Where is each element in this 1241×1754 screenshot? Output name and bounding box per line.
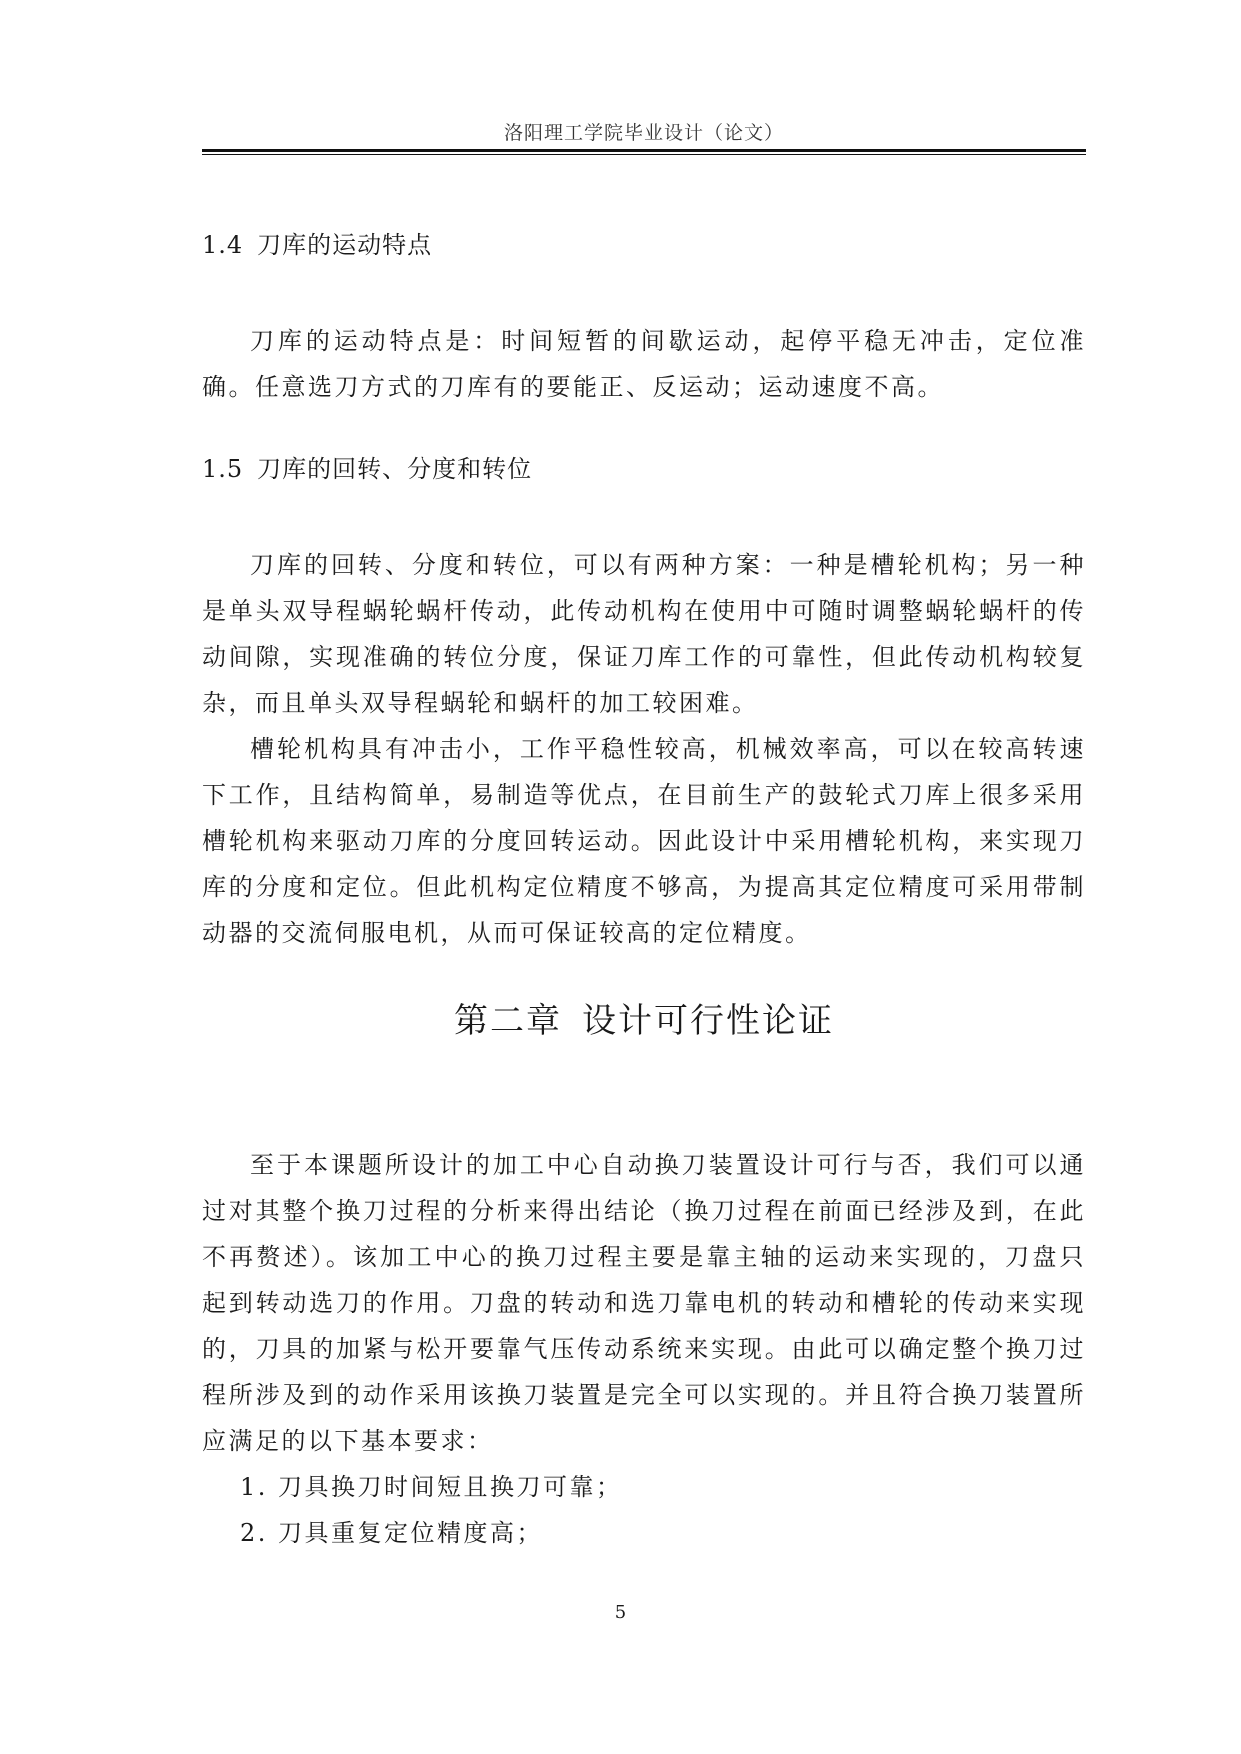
chapter-number: 第二章 (454, 1001, 562, 1041)
paragraph: 槽轮机构具有冲击小，工作平稳性较高，机械效率高，可以在较高转速下工作，且结构简单，易制造等优点，在目前生产的鼓轮式刀库上很多采用槽轮机构来驱动刀库的分度回转运动。因此设计中采用槽轮机构，来实现刀库的分度和定位。但此机构定位精度不够高，为提高其定位精度可采用带制动器的交流伺服电机，从而可保证较高的定位精度。 (202, 735, 1086, 947)
running-header: 洛阳理工学院毕业设计（论文） (503, 122, 784, 144)
paragraph: 至于本课题所设计的加工中心自动换刀装置设计可行与否，我们可以通过对其整个换刀过程的分析来得出结论（换刀过程在前面已经涉及到，在此不再赘述）。该加工中心的换刀过程主要是靠主轴的运动来实现的，刀盘只起到转动选刀的作用。刀盘的转动和选刀靠电机的转动和槽轮的传动来实现的，刀具的加紧与松开要靠气压传动系统来实现。由此可以确定整个换刀过程所涉及到的动作采用该换刀装置是完全可以实现的。并且符合换刀装置所应满足的以下基本要求： (202, 1151, 1086, 1455)
spacer (202, 268, 1086, 318)
paragraph: 刀库的回转、分度和转位，可以有两种方案：一种是槽轮机构；另一种是单头双导程蜗轮蜗杆传动，此传动机构在使用中可随时调整蜗轮蜗杆的传动间隙，实现准确的转位分度，保证刀库工作的可靠性，但此传动机构较复杂，而且单头双导程蜗轮和蜗杆的加工较困难。 (202, 551, 1086, 717)
header-rule-secondary (202, 154, 1086, 155)
section-title: 刀库的回转、分度和转位 (257, 455, 533, 483)
spacer (202, 1046, 1086, 1142)
list-item: 1. 刀具换刀时间短且换刀可靠； (240, 1473, 623, 1501)
list-item: 2. 刀具重复定位精度高； (240, 1519, 544, 1547)
paragraph: 刀库的运动特点是：时间短暂的间歇运动，起停平稳无冲击，定位准确。任意选刀方式的刀库有的要能正、反运动；运动速度不高。 (202, 327, 1086, 401)
section-heading-1-5 (202, 446, 1086, 492)
section-heading-1-4 (202, 222, 1086, 268)
section-number: 1.4 (202, 231, 244, 259)
spacer (202, 492, 1086, 542)
section-title: 刀库的运动特点 (257, 231, 433, 259)
header-rule (202, 149, 1086, 152)
section-number: 1.5 (202, 455, 244, 483)
chapter-title (202, 996, 1086, 1046)
spacer (202, 410, 1086, 446)
page-number: 5 (614, 1602, 627, 1623)
chapter-name: 设计可行性论证 (582, 1001, 834, 1041)
document-body (202, 222, 1086, 1556)
